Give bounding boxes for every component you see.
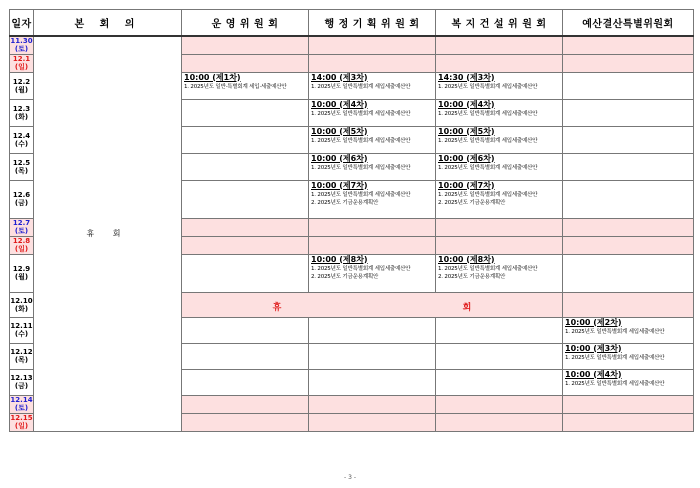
weekday-label: (월)	[14, 85, 29, 94]
admin-cell	[309, 395, 436, 413]
admin-cell	[309, 369, 436, 395]
session-time: 10:00 (제1차)	[184, 72, 241, 82]
date-cell	[10, 36, 34, 54]
budget-cell	[563, 180, 694, 218]
header-admin-planning-committee: 행 정 기 획 위 원 회	[309, 10, 436, 37]
agenda-item: 1. 2025년도 일반특별회계 세입세출예산안	[438, 191, 538, 198]
weekday-label: (금)	[14, 199, 29, 207]
welfare-cell	[436, 343, 563, 369]
session-time: 10:00 (제8차)	[311, 254, 368, 264]
agenda-item: 1. 2025년도 일반·특별회계 세입·세출예산안	[184, 83, 287, 90]
session-time: 10:00 (제7차)	[311, 180, 368, 190]
date-label: 11.30	[10, 37, 33, 46]
budget-cell	[563, 72, 694, 99]
weekday-label: (수)	[14, 139, 29, 148]
welfare-cell	[436, 54, 563, 72]
date-cell	[10, 153, 34, 180]
budget-cell	[563, 369, 694, 395]
agenda-item: 2. 2025년도 기금운용계획안	[438, 273, 506, 280]
recess-cell	[182, 292, 563, 317]
budget-cell	[563, 395, 694, 413]
date-label: 12.12	[10, 348, 33, 356]
agenda-item: 2. 2025년도 기금운용계획안	[311, 199, 379, 206]
welfare-cell	[436, 36, 563, 54]
date-label: 12.1	[12, 55, 31, 63]
weekday-label: (화)	[14, 112, 29, 121]
agenda-item: 1. 2025년도 일반특별회계 세입세출예산안	[311, 110, 411, 117]
budget-cell	[563, 36, 694, 54]
agenda-item: 1. 2025년도 일반특별회계 세입세출예산안	[311, 164, 411, 171]
date-cell	[10, 254, 34, 292]
admin-cell	[309, 343, 436, 369]
agenda-item: 1. 2025년도 일반특별회계 세입세출예산안	[438, 83, 538, 90]
schedule-sheet	[9, 9, 693, 432]
header-welfare-construction-committee: 복 지 건 설 위 원 회	[436, 10, 563, 37]
weekday-label: (토)	[14, 45, 29, 54]
date-cell	[10, 317, 34, 343]
weekday-label: (금)	[14, 382, 29, 390]
operation-cell	[182, 369, 309, 395]
date-label: 12.6	[12, 191, 31, 199]
agenda-item: 2. 2025년도 기금운용계획안	[438, 199, 506, 206]
weekday-label: (일)	[14, 422, 29, 430]
date-cell	[10, 218, 34, 236]
date-label: 12.10	[10, 296, 33, 305]
operation-cell	[182, 236, 309, 254]
operation-cell	[182, 343, 309, 369]
operation-cell	[182, 254, 309, 292]
admin-cell	[309, 218, 436, 236]
date-label: 12.7	[12, 219, 31, 227]
admin-cell	[309, 236, 436, 254]
session-time: 14:00 (제3차)	[311, 72, 368, 82]
operation-cell	[182, 36, 309, 54]
budget-cell	[563, 236, 694, 254]
agenda-item: 1. 2025년도 일반특별회계 세입세출예산안	[565, 354, 665, 361]
weekday-label: (토)	[14, 227, 29, 235]
admin-cell	[309, 180, 436, 218]
budget-cell	[563, 343, 694, 369]
welfare-cell	[436, 72, 563, 99]
welfare-cell	[436, 126, 563, 153]
date-label: 12.4	[12, 131, 31, 140]
agenda-item: 1. 2025년도 일반특별회계 세입세출예산안	[565, 328, 665, 335]
welfare-cell	[436, 395, 563, 413]
admin-cell	[309, 254, 436, 292]
welfare-cell	[436, 236, 563, 254]
session-time: 10:00 (제5차)	[311, 126, 368, 136]
operation-cell	[182, 218, 309, 236]
weekday-label: (일)	[14, 245, 29, 253]
header-operation-committee: 운 영 위 원 회	[182, 10, 309, 37]
agenda-item: 1. 2025년도 일반특별회계 세입세출예산안	[438, 164, 538, 171]
date-cell	[10, 369, 34, 395]
admin-cell	[309, 153, 436, 180]
date-cell	[10, 395, 34, 413]
date-cell	[10, 54, 34, 72]
header-plenary: 본 회 의	[34, 10, 182, 37]
date-label: 12.8	[12, 237, 31, 245]
weekday-label: (토)	[14, 404, 29, 412]
schedule-row	[10, 36, 694, 54]
admin-cell	[309, 126, 436, 153]
budget-cell	[563, 218, 694, 236]
operation-cell	[182, 180, 309, 218]
session-time: 10:00 (제4차)	[438, 99, 495, 109]
operation-cell	[182, 99, 309, 126]
agenda-item: 1. 2025년도 일반특별회계 세입세출예산안	[565, 380, 665, 387]
agenda-item: 1. 2025년도 일반특별회계 세입세출예산안	[311, 191, 411, 198]
admin-cell	[309, 72, 436, 99]
header-budget-committee: 예산결산특별위원회	[563, 10, 694, 37]
welfare-cell	[436, 180, 563, 218]
date-cell	[10, 180, 34, 218]
operation-cell	[182, 413, 309, 431]
weekday-label: (수)	[14, 330, 29, 338]
date-label: 12.9	[12, 265, 31, 273]
welfare-cell	[436, 369, 563, 395]
header-row	[10, 10, 694, 37]
date-label: 12.3	[12, 104, 31, 113]
agenda-item: 2. 2025년도 기금운용계획안	[311, 273, 379, 280]
date-cell	[10, 99, 34, 126]
weekday-label: (화)	[14, 304, 29, 313]
welfare-cell	[436, 218, 563, 236]
agenda-item: 1. 2025년도 일반특별회계 세입세출예산안	[438, 137, 538, 144]
session-time: 10:00 (제8차)	[438, 254, 495, 264]
operation-cell	[182, 72, 309, 99]
session-time: 14:30 (제3차)	[438, 72, 495, 82]
admin-cell	[309, 317, 436, 343]
operation-cell	[182, 153, 309, 180]
page-number: - 3 -	[344, 474, 356, 481]
date-label: 12.15	[10, 414, 33, 422]
date-cell	[10, 126, 34, 153]
agenda-item: 1. 2025년도 일반특별회계 세입세출예산안	[311, 83, 411, 90]
operation-cell	[182, 317, 309, 343]
recess-label: 회	[462, 302, 472, 313]
operation-cell	[182, 395, 309, 413]
welfare-cell	[436, 317, 563, 343]
session-time: 10:00 (제5차)	[438, 126, 495, 136]
weekday-label: (목)	[14, 356, 29, 364]
date-label: 12.5	[12, 158, 31, 167]
date-cell	[10, 72, 34, 99]
agenda-item: 1. 2025년도 일반특별회계 세입세출예산안	[311, 137, 411, 144]
budget-cell	[563, 292, 694, 317]
plenary-recess-cell: 휴 회	[34, 36, 182, 431]
operation-cell	[182, 126, 309, 153]
admin-cell	[309, 54, 436, 72]
budget-cell	[563, 153, 694, 180]
date-label: 12.13	[10, 374, 33, 382]
budget-cell	[563, 99, 694, 126]
admin-cell	[309, 36, 436, 54]
session-time: 10:00 (제4차)	[565, 369, 622, 379]
session-time: 10:00 (제2차)	[565, 317, 622, 327]
admin-cell	[309, 413, 436, 431]
welfare-cell	[436, 153, 563, 180]
date-cell	[10, 413, 34, 431]
session-time: 10:00 (제4차)	[311, 99, 368, 109]
weekday-label: (목)	[14, 166, 29, 175]
budget-cell	[563, 413, 694, 431]
welfare-cell	[436, 413, 563, 431]
date-cell	[10, 236, 34, 254]
admin-cell	[309, 99, 436, 126]
budget-cell	[563, 317, 694, 343]
weekday-label: (일)	[14, 63, 29, 71]
recess-label: 휴	[272, 302, 282, 313]
session-time: 10:00 (제3차)	[565, 343, 622, 353]
schedule-table	[9, 9, 694, 432]
agenda-item: 1. 2025년도 일반특별회계 세입세출예산안	[438, 265, 538, 272]
agenda-item: 1. 2025년도 일반특별회계 세입세출예산안	[438, 110, 538, 117]
operation-cell	[182, 54, 309, 72]
header-date: 일자	[10, 10, 34, 37]
weekday-label: (월)	[14, 273, 29, 281]
budget-cell	[563, 54, 694, 72]
welfare-cell	[436, 254, 563, 292]
session-time: 10:00 (제6차)	[438, 153, 495, 163]
date-label: 12.14	[10, 396, 33, 404]
date-label: 12.11	[10, 322, 33, 330]
date-label: 12.2	[12, 77, 31, 86]
budget-cell	[563, 126, 694, 153]
date-cell	[10, 343, 34, 369]
session-time: 10:00 (제6차)	[311, 153, 368, 163]
date-cell	[10, 292, 34, 317]
session-time: 10:00 (제7차)	[438, 180, 495, 190]
welfare-cell	[436, 99, 563, 126]
budget-cell	[563, 254, 694, 292]
agenda-item: 1. 2025년도 일반특별회계 세입세출예산안	[311, 265, 411, 272]
